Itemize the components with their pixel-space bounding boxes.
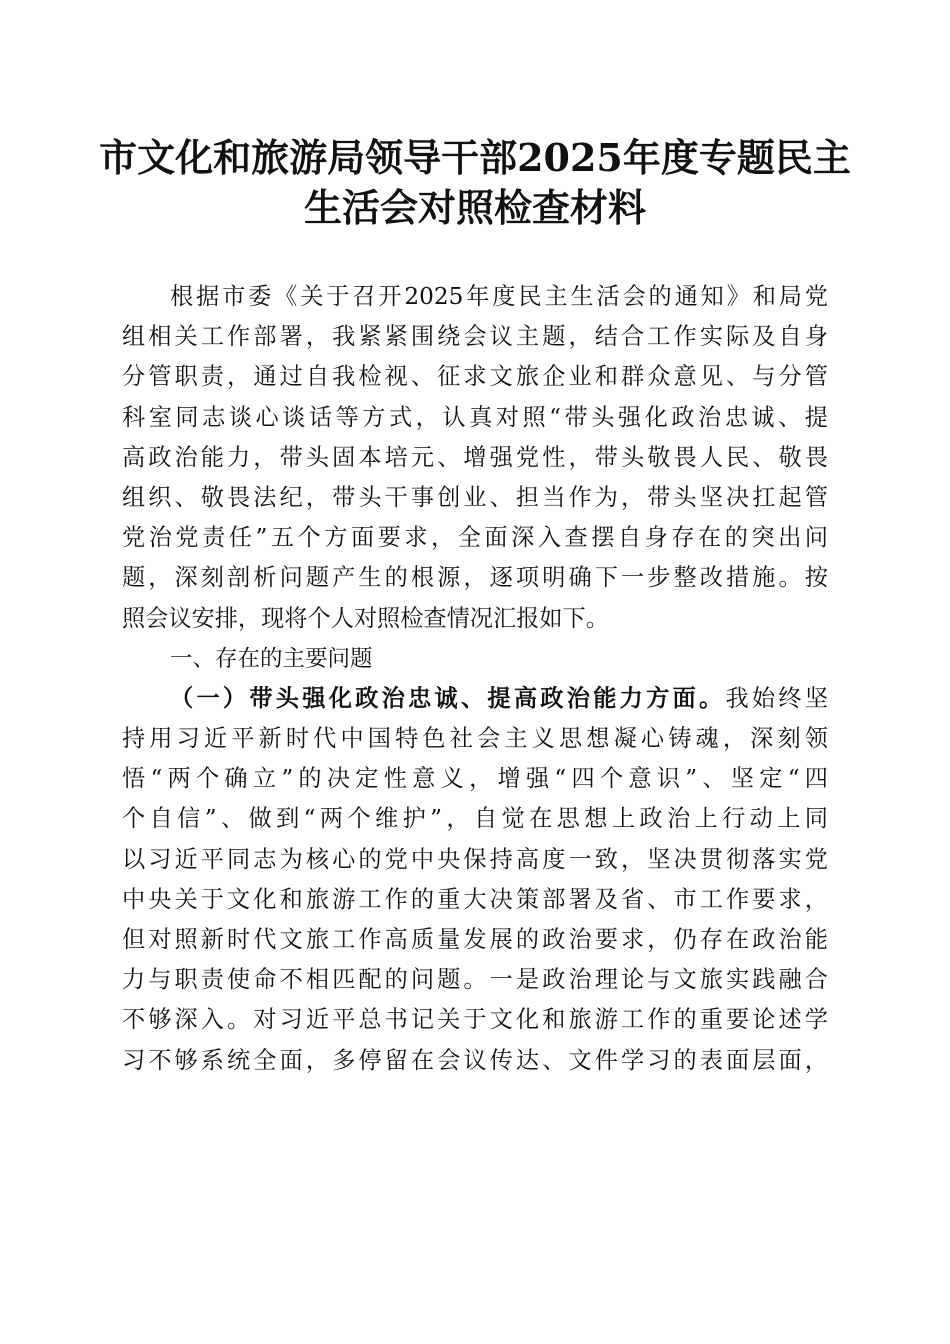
section-heading: 一、存在的主要问题 <box>170 645 373 672</box>
subsection-first-rest: 我始终坚 <box>725 684 829 712</box>
subsection-first-line <box>122 679 828 719</box>
intro-line: 组织、敬畏法纪，带头干事创业、担当作为，带头坚决扛起管 <box>122 483 828 511</box>
document-title <box>80 133 870 233</box>
subsection-line: 以习近平同志为核心的党中央保持高度一致，坚决贯彻落实党 <box>122 845 828 873</box>
subsection-line: 不够深入。对习近平总书记关于文化和旅游工作的重要论述学 <box>122 1006 828 1034</box>
subsection-line: 习不够系统全面，多停留在会议传达、文件学习的表面层面， <box>122 1046 828 1074</box>
intro-line: 高政治能力，带头固本培元、增强党性，带头敬畏人民、敬畏 <box>122 443 828 471</box>
intro-line: 照会议安排，现将个人对照检查情况汇报如下。 <box>122 604 609 632</box>
subsection-lead-in: （一）带头强化政治忠诚、提高政治能力方面。 <box>170 684 726 712</box>
intro-line: 根据市委《关于召开2025年度民主生活会的通知》和局党 <box>170 283 828 310</box>
intro-line: 题，深刻剖析问题产生的根源，逐项明确下一步整改措施。按 <box>122 564 828 592</box>
intro-line: 组相关工作部署，我紧紧围绕会议主题，结合工作实际及自身 <box>122 323 828 351</box>
intro-line: 科室同志谈心谈话等方式，认真对照“带头强化政治忠诚、提 <box>122 403 828 431</box>
document-body <box>122 277 828 1081</box>
subsection-line: 力与职责使命不相匹配的问题。一是政治理论与文旅实践融合 <box>122 966 828 994</box>
intro-line: 分管职责，通过自我检视、征求文旅企业和群众意见、与分管 <box>122 363 828 391</box>
title-line-2: 生活会对照检查材料 <box>303 185 646 230</box>
subsection-line: 个自信”、做到“两个维护”，自觉在思想上政治上行动上同 <box>122 805 828 833</box>
subsection-line: 悟“两个确立”的决定性意义，增强“四个意识”、坚定“四 <box>122 765 828 793</box>
subsection-line: 持用习近平新时代中国特色社会主义思想凝心铸魂，深刻领 <box>122 725 828 753</box>
subsection-line: 但对照新时代文旅工作高质量发展的政治要求，仍存在政治能 <box>122 926 828 953</box>
title-line-1: 市文化和旅游局领导干部2025年度专题民主 <box>99 135 851 180</box>
intro-line: 党治党责任”五个方面要求，全面深入查摆自身存在的突出问 <box>122 524 828 552</box>
subsection-line: 中央关于文化和旅游工作的重大决策部署及省、市工作要求， <box>122 885 828 913</box>
